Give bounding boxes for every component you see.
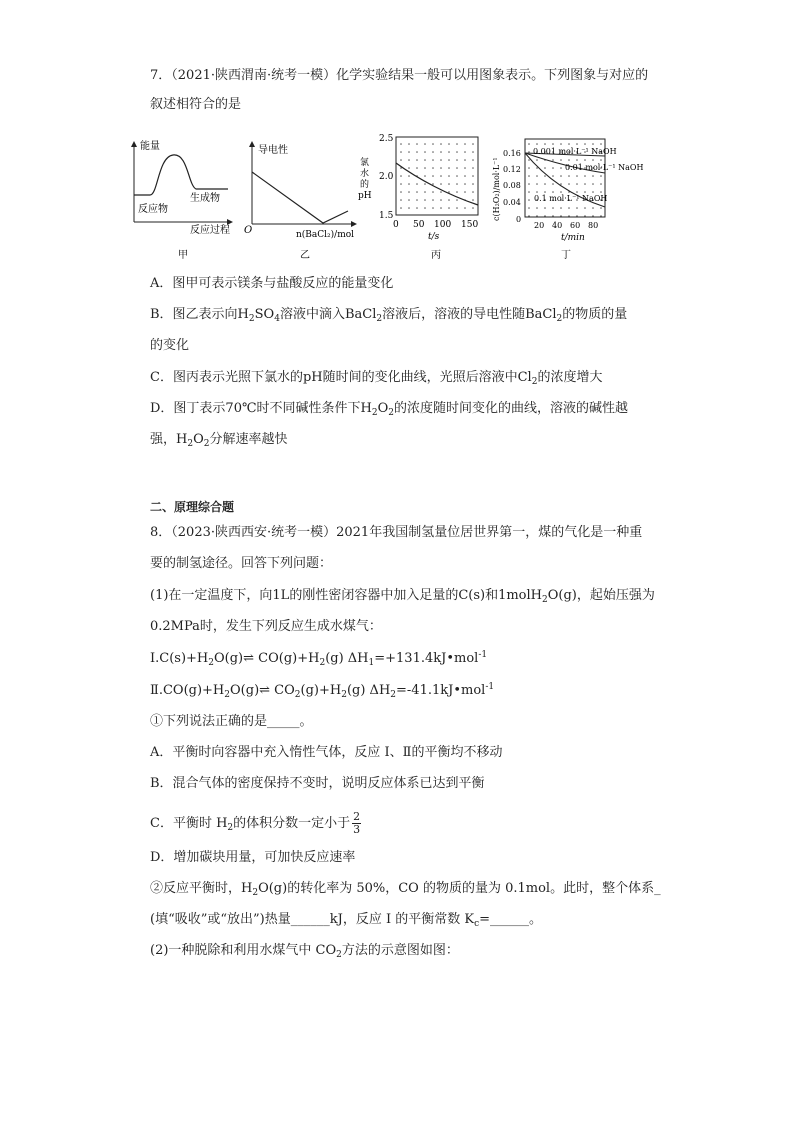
text: 溶液中滴入BaCl [279,307,377,322]
subscript: 2 [336,950,342,960]
text: ①下列说法正确的是 [150,714,268,729]
subscript: 2 [208,658,214,668]
text: =-41.1kJ•mol [396,683,486,698]
text: (填“吸收”或“放出”)热量 [150,912,291,927]
text: = [479,912,491,927]
yi-origin: O [244,225,253,236]
subscript: 2 [542,595,548,605]
ding-caption: 丁 [561,250,571,261]
subscript: 2 [294,690,301,700]
bing-ylabel-1: 氯 [360,158,370,168]
q8-option-d: D．增加碳块用量，可加快反应速率 [150,850,356,865]
q7-option-b [150,306,627,324]
figure-ding [492,139,643,261]
yi-conductivity-line [252,172,348,223]
text: 的浓度增大 [537,370,603,385]
bing-xtick-150: 150 [461,220,479,230]
subscript: 2 [531,377,538,387]
q7-option-a: A．图甲可表示镁条与盐酸反应的能量变化 [150,276,394,291]
figure-yi [244,142,356,261]
text: kJ，反应 I 的平衡常数 K [329,912,475,927]
subscript: 2 [341,690,347,700]
subscript: 2 [187,439,194,449]
bing-xtick-0: 0 [393,220,399,230]
ding-xtick-20: 20 [534,221,545,230]
q8-option-c [150,811,363,836]
q7-figures [128,127,668,267]
text: 的浓度随时间变化的曲线，溶液的碱性越 [394,401,629,416]
subscript: 4 [274,314,280,324]
text: 的物质的量 [562,307,628,322]
text: (2)一种脱除和利用水煤气中 CO [150,943,337,958]
subscript: 2 [227,823,234,833]
bing-xlabel: t/s [428,232,440,242]
section-title: 二、原理综合题 [150,500,235,514]
jia-product-label: 生成物 [190,193,220,204]
answer-blank-3[interactable]: ______ [290,912,330,927]
q7-option-c [150,369,602,387]
text: 。 [299,714,313,729]
bing-plot-area [396,137,478,215]
yi-xlabel: n(BaCl₂)/mol [296,230,355,240]
text: D．图丁表示70℃时不同碱性条件下H [150,401,372,416]
text: (g) ΔH [346,683,391,698]
jia-ylabel: 能量 [140,141,160,152]
jia-energy-curve [134,155,228,195]
answer-blank-2[interactable]: _ [654,881,661,896]
q8-sub1 [150,713,313,731]
yi-caption: 乙 [300,250,310,261]
ding-xtick-60: 60 [570,221,581,230]
bing-xtick-50: 50 [413,220,425,230]
q7-option-b-cont: 的变化 [150,338,190,353]
ding-xlabel: t/min [561,233,585,243]
ding-ytick-0: 0 [516,215,522,224]
subscript: 1 [368,658,375,668]
subscript: c [474,919,480,929]
answer-blank-1[interactable]: _____ [267,714,300,729]
text: 溶液后，溶液的导电性随BaCl [382,307,557,322]
text: SO [254,307,275,322]
text: O(g)⇌ CO [230,683,295,698]
q7-stem-line2: 叙述相符合的是 [150,97,242,112]
superscript: -1 [485,682,495,692]
ding-label-001: 0.01 mol·L⁻¹ NaOH [565,163,644,172]
text: 强，H [150,432,188,447]
q7-option-d-cont [150,431,288,449]
q8-part1-line1 [150,587,655,605]
ding-ytick-004: 0.04 [503,198,521,207]
text: C．图丙表示光照下氯水的pH随时间的变化曲线，光照后溶液中Cl [150,370,532,385]
subscript: 2 [248,314,255,324]
text: (g)+H [300,683,342,698]
q8-stem-line2: 要的制氢途径。回答下列问题： [150,556,333,571]
text: Ⅱ.CO(g)+H [150,683,225,698]
text: (1)在一定温度下，向1L的刚性密闭容器中加入足量的C(s)和1molH [150,588,542,603]
ding-label-01: 0.1 mol·L⁻¹ NaOH [534,194,608,203]
ding-xtick-40: 40 [552,221,563,230]
text: 的体积分数一定小于 [233,816,351,831]
figure-jia [134,139,232,261]
text: (g) ΔH [325,651,369,666]
text: 。 [529,912,543,927]
subscript: 2 [390,690,397,700]
bing-ylabel-4: pH [358,191,372,201]
bing-xtick-100: 100 [434,220,452,230]
text: =+131.4kJ•mol [374,651,479,666]
text: O(g)，起始压强为 [547,588,655,603]
bing-ytick-15: 1.5 [379,211,394,221]
bing-ytick-25: 2.5 [379,134,394,144]
ding-ytick-012: 0.12 [503,165,521,174]
bing-ylabel-3: 的 [360,180,370,190]
q7-stem-line1: 7．（2021·陕西渭南·统考一模）化学实验结果一般可以用图象表示。下列图象与对应的 [150,68,649,83]
denominator: 3 [353,823,361,836]
numerator: 2 [353,810,361,823]
bing-ytick-20: 2.0 [379,172,394,182]
text: C．平衡时 H [150,816,228,831]
q8-part1-line2: 0.2MPa时，发生下列反应生成水煤气： [150,619,382,634]
q8-option-a: A．平衡时向容器中充入惰性气体，反应 I、Ⅱ的平衡均不移动 [150,745,503,760]
subscript: 2 [376,314,383,324]
subscript: 2 [388,408,394,418]
subscript: 2 [252,888,259,898]
text: O [377,401,389,416]
q7-option-d [150,400,628,418]
text: 分解速率越快 [209,432,288,447]
text: ②反应平衡时，H [150,881,253,896]
text: 方法的示意图如图： [341,943,459,958]
ding-label-0001: 0.001 mol·L⁻¹ NaOH [533,147,617,156]
q8-sub2-line2 [150,911,542,929]
q8-option-b: B．混合气体的密度保持不变时，说明反应体系已达到平衡 [150,776,485,791]
ding-xtick-80: 80 [588,221,599,230]
text: O(g)的转化率为 50%，CO 的物质的量为 0.1mol。此时，整个体系 [258,881,655,896]
jia-xlabel: 反应过程 [190,225,230,236]
ding-ytick-016: 0.16 [503,149,521,158]
text: O [193,432,204,447]
q8-stem-line1: 8．（2023·陕西西安·统考一模）2021年我国制氢量位居世界第一，煤的气化是一种重 [150,525,643,540]
figure-bing [358,134,478,261]
subscript: 2 [371,408,378,418]
jia-caption: 甲 [178,250,188,261]
subscript: 2 [203,439,210,449]
text: B．图乙表示向H [150,307,249,322]
bing-caption: 丙 [431,250,441,261]
q8-sub2-line1 [150,880,661,898]
subscript: 2 [224,690,231,700]
superscript: -1 [478,650,488,660]
text: O(g)⇌ CO(g)+H [214,651,320,666]
ding-ytick-008: 0.08 [503,181,521,190]
reaction-2 [150,682,494,700]
q7-figures-svg [128,127,668,267]
ding-ylabel: c(H₂O₂)/mol·L⁻¹ [492,157,501,221]
q8-part2 [150,942,459,960]
yi-ylabel: 导电性 [258,145,288,156]
text: I.C(s)+H [150,651,209,666]
reaction-1 [150,650,487,668]
fraction-two-thirds [352,811,361,836]
subscript: 2 [556,314,563,324]
answer-blank-4[interactable]: ______ [490,912,530,927]
subscript: 2 [319,658,326,668]
bing-ylabel-2: 水 [360,169,370,179]
jia-reactant-label: 反应物 [138,204,168,215]
